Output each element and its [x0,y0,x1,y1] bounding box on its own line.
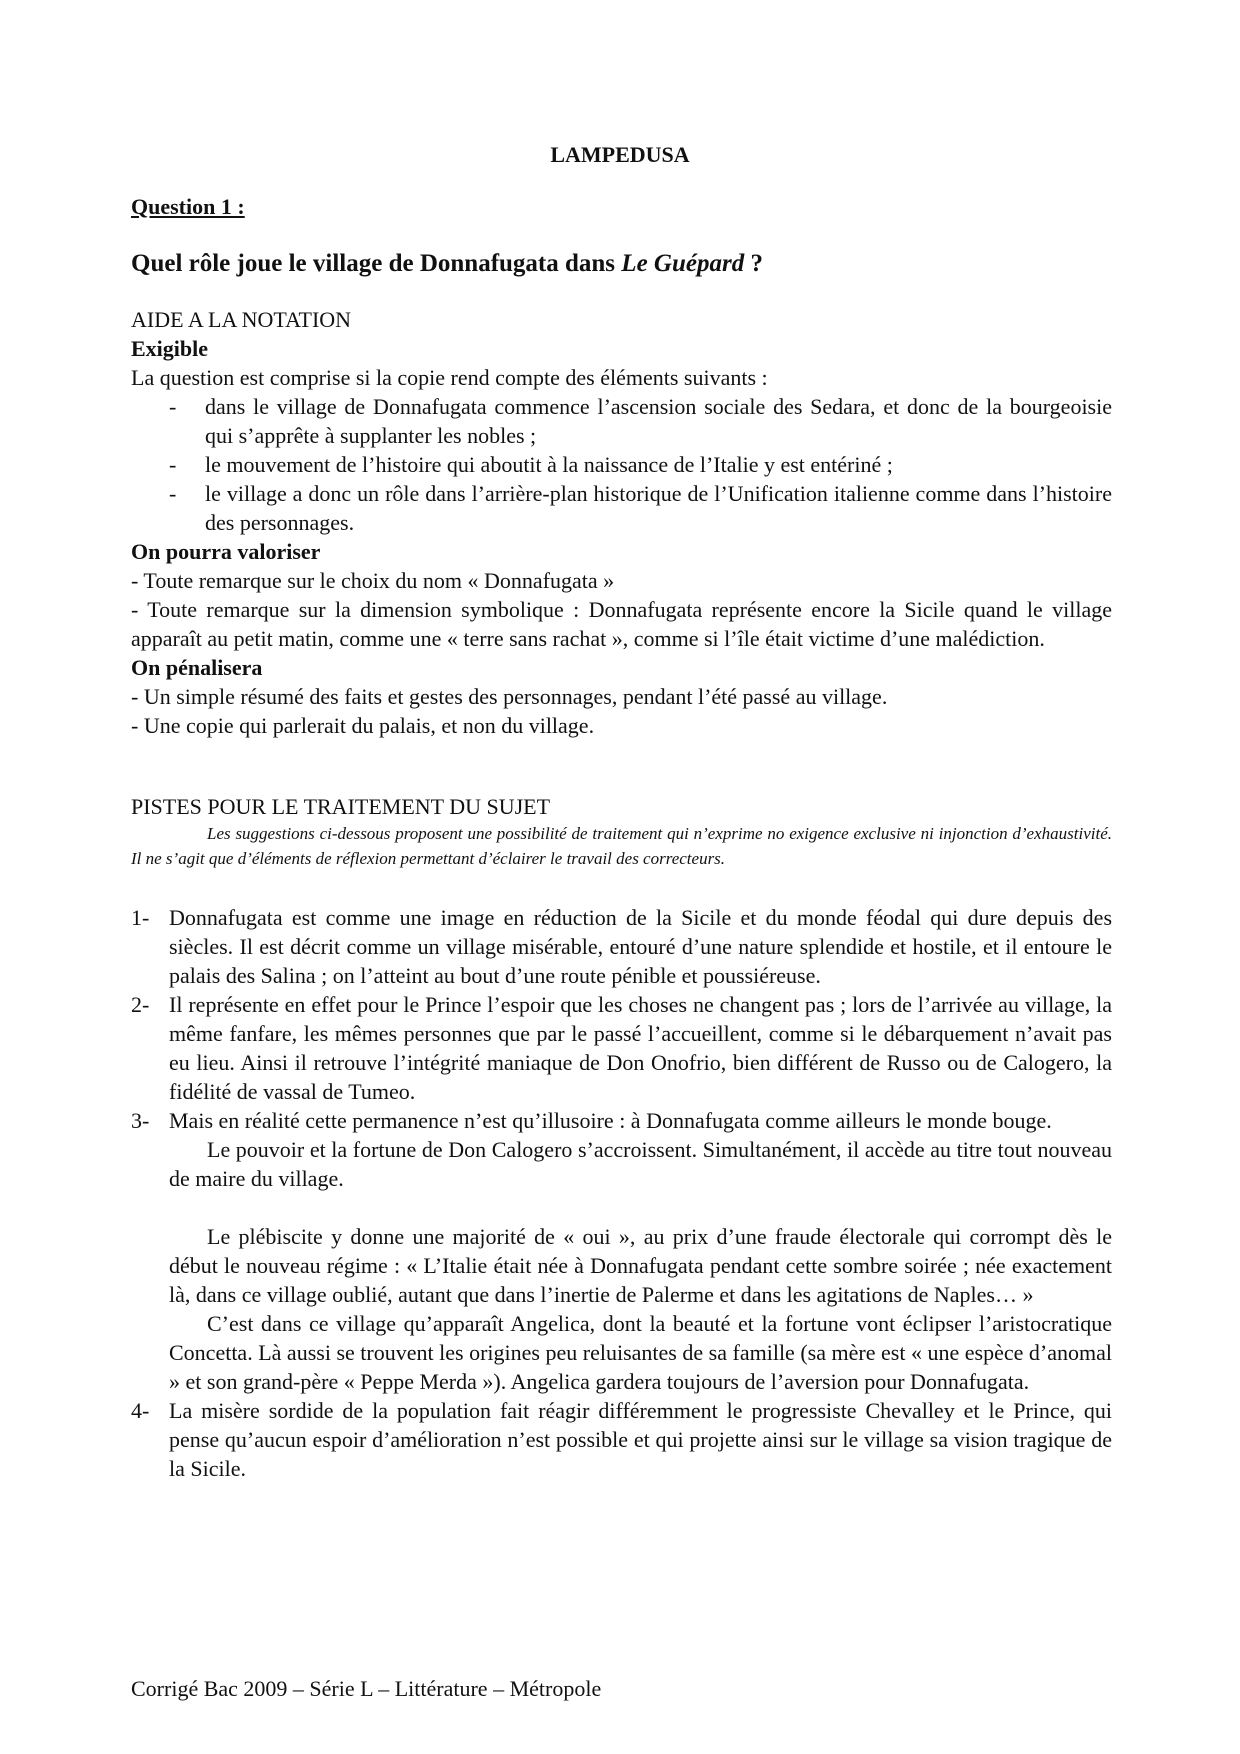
penaliser-item: - Une copie qui parlerait du palais, et non du village. [131,713,595,738]
list-item [131,903,1112,990]
point-number: 3- [131,1108,150,1133]
question-text [131,248,763,280]
exigible-list [131,392,1112,537]
document-title: LAMPEDUSA [550,142,690,167]
exigible-intro: La question est comprise si la copie rend compte des éléments suivants : [131,365,768,390]
points-list [131,903,1112,1483]
pistes-note [131,821,1112,871]
list-item [131,990,1112,1106]
point-paragraph: Le plébiscite y donne une majorité de « oui », au prix d’une fraude électorale qui corrompt dès le début le nouveau régime : « L’Italie était née à Donnafugata pendant cette sombre soirée ; née exactement là, dans ce village oublié, autant que dans l’inertie de Palerme et dans les agitations de Naples… » [169,1224,1112,1307]
pistes-points [131,903,1112,1483]
penaliser-label: On pénalisera [131,655,263,680]
list-item-text: dans le village de Donnafugata commence l’ascension sociale des Sedara, et donc de la bourgeoisie qui s’apprête à supplanter les nobles ; [205,394,1112,448]
book-title: Le Guépard [621,250,745,277]
list-item [131,392,1112,450]
point-number: 2- [131,992,150,1017]
question-text-start: Quel rôle joue le village de Donnafugata dans [131,250,622,277]
bullet-dash: - [169,394,177,419]
list-item-text: le mouvement de l’histoire qui aboutit à la naissance de l’Italie y est entériné ; [205,452,893,477]
list-item-text: le village a donc un rôle dans l’arrière-plan historique de l’Unification italienne comme dans l’histoire des personnages. [205,481,1112,535]
point-number: 1- [131,905,150,930]
exigible-label: Exigible [131,336,209,361]
question-text-end: ? [744,250,763,277]
page-footer: Corrigé Bac 2009 – Série L – Littérature – Métropole [131,1676,602,1701]
pistes-note-text: Les suggestions ci-dessous proposent une possibilité de traitement qui n’exprime no exigence exclusive ni injonction d’exhaustivité. Il ne s’agit que d’éléments de réflexion permettant d’éclairer le travail des correcteurs. [131,824,1112,868]
point-paragraph: Donnafugata est comme une image en réduction de la Sicile et du monde féodal qui dure depuis des siècles. Il est décrit comme un village misérable, entouré d’une nature splendide et hostile, et il entoure le palais des Salina ; on l’atteint au bout d’une route pénible et poussiéreuse. [169,905,1112,988]
pistes-section [131,792,1112,871]
point-paragraph: Mais en réalité cette permanence n’est qu’illusoire : à Donnafugata comme ailleurs le monde bouge. [169,1108,1052,1133]
list-item [131,479,1112,537]
aide-section [131,305,1112,740]
point-number: 4- [131,1398,150,1423]
penaliser-item: - Un simple résumé des faits et gestes des personnages, pendant l’été passé au village. [131,684,888,709]
valoriser-label: On pourra valoriser [131,539,321,564]
aide-heading: AIDE A LA NOTATION [131,307,352,332]
point-paragraph: La misère sordide de la population fait réagir différemment le progressiste Chevalley et le Prince, qui pense qu’aucun espoir d’amélioration n’est possible et qui projette ainsi sur le village sa vision tragique de la Sicile. [169,1398,1112,1481]
bullet-dash: - [169,452,177,477]
valoriser-item: - Toute remarque sur la dimension symbolique : Donnafugata représente encore la Sicile quand le village apparaît au petit matin, comme une « terre sans rachat », comme si l’île était victime d’une malédiction. [131,597,1112,651]
point-paragraph: C’est dans ce village qu’apparaît Angelica, dont la beauté et la fortune vont éclipser l’aristocratique Concetta. Là aussi se trouvent les origines peu reluisantes de sa famille (sa mère est « une espèce d’anomal » et son grand-père « Peppe Merda »). Angelica gardera toujours de l’aversion pour Donnafugata. [169,1311,1112,1394]
bullet-dash: - [169,481,177,506]
point-paragraph: Il représente en effet pour le Prince l’espoir que les choses ne changent pas ; lors de l’arrivée au village, la même fanfare, les mêmes personnes que par le passé l’accueillent, comme si le débarquement n’avait pas eu lieu. Ainsi il retrouve l’intégrité maniaque de Don Onofrio, bien différent de Russo ou de Calogero, la fidélité de vassal de Tumeo. [169,992,1112,1104]
list-item [131,1106,1112,1396]
pistes-heading: PISTES POUR LE TRAITEMENT DU SUJET [131,794,551,819]
valoriser-item: - Toute remarque sur le choix du nom « Donnafugata » [131,568,615,593]
point-paragraph: Le pouvoir et la fortune de Don Calogero s’accroissent. Simultanément, il accède au titre tout nouveau de maire du village. [169,1137,1112,1191]
list-item [131,450,1112,479]
paragraph-spacer [169,1193,1112,1222]
list-item [131,1396,1112,1483]
question-label: Question 1 : [131,194,245,219]
